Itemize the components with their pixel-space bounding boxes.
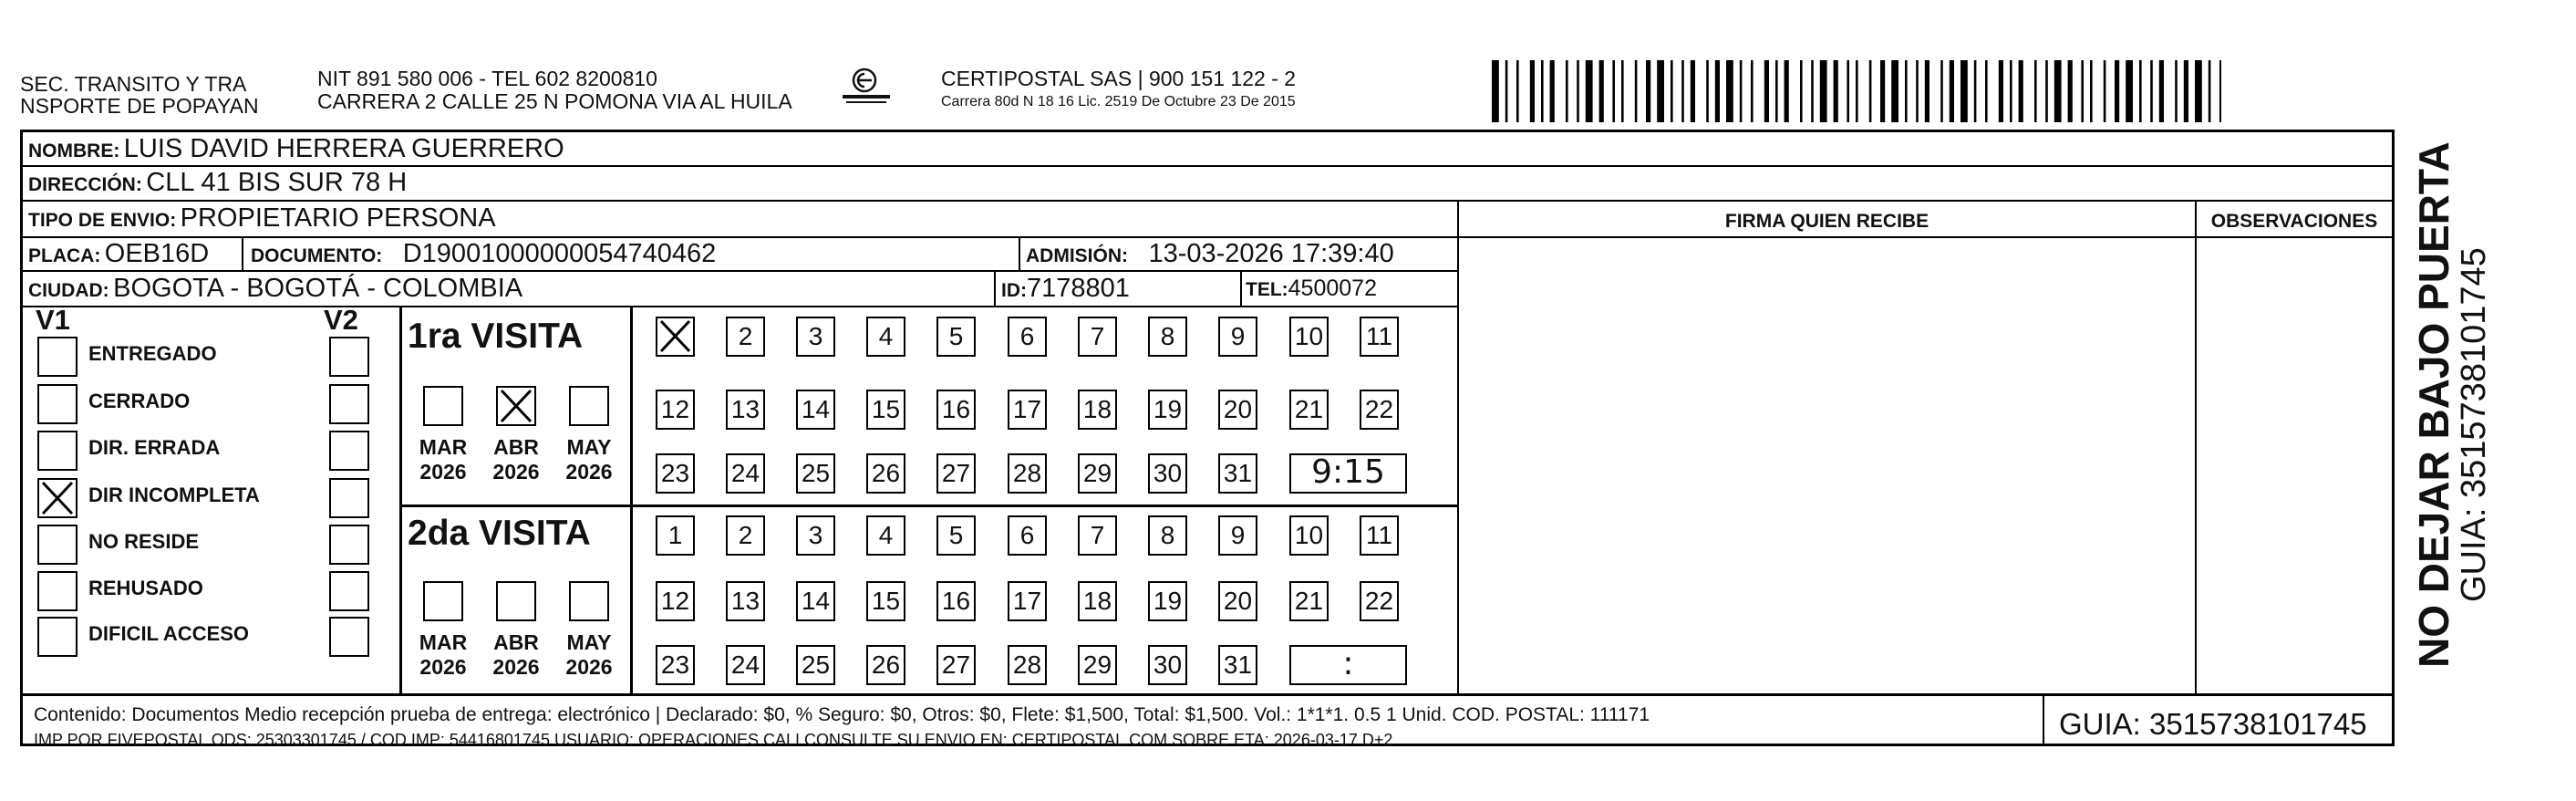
- barcode-bar: [1541, 60, 1544, 122]
- nombre-field: [28, 134, 564, 164]
- barcode-bar: [2209, 60, 2211, 122]
- status-label: DIR INCOMPLETA: [88, 484, 260, 506]
- barcode-bar: [2104, 60, 2106, 122]
- nombre-value: LUIS DAVID HERRERA GUERRERO: [123, 134, 564, 163]
- v1-checkbox[interactable]: [37, 337, 78, 377]
- direccion-label: DIRECCIÓN:: [28, 174, 142, 195]
- no-dejar-bajo-puerta: NO DEJAR BAJO PUERTA: [2410, 141, 2457, 668]
- v2-checkbox[interactable]: [329, 617, 369, 657]
- status-label: ENTREGADO: [88, 342, 217, 365]
- barcode-bar: [1715, 60, 1720, 122]
- v1-header: V1: [36, 304, 70, 336]
- tipo-envio-field: [28, 203, 496, 234]
- month-year: 2026: [565, 655, 613, 679]
- barcode-bar: [1869, 60, 1872, 122]
- v2-checkbox[interactable]: [329, 525, 369, 565]
- first-visit-day-box[interactable]: 23: [656, 453, 695, 494]
- second-visit-day-box[interactable]: 9: [1218, 515, 1257, 556]
- month-name: MAR: [419, 435, 468, 459]
- second-visit-day-box[interactable]: 11: [1360, 515, 1399, 556]
- barcode-bar: [1550, 60, 1555, 122]
- direccion-field: [28, 168, 407, 198]
- barcode-bar: [1586, 60, 1593, 122]
- status-label: DIFICIL ACCESO: [88, 622, 250, 645]
- second-visit-day-box[interactable]: 13: [726, 581, 765, 621]
- second-visit-day-box[interactable]: 7: [1078, 515, 1117, 556]
- first-visit-day-box[interactable]: 9: [1218, 317, 1257, 357]
- second-visit-day-box[interactable]: 12: [656, 581, 695, 621]
- tel-value: 4500072: [1288, 276, 1377, 301]
- second-visit-day-box[interactable]: 24: [726, 645, 765, 685]
- admision-value: 13-03-2026 17:39:40: [1148, 239, 1394, 268]
- delivery-form: [20, 130, 2395, 749]
- second-visit-day-box[interactable]: 1: [656, 515, 695, 556]
- first-visit-day-box[interactable]: 21: [1289, 390, 1329, 430]
- documento-value: D19001000000054740462: [402, 239, 717, 268]
- status-label: NO RESIDE: [88, 530, 200, 553]
- first-visit-month-checkbox[interactable]: [569, 386, 609, 426]
- second-visit-day-box[interactable]: 4: [866, 515, 905, 556]
- barcode-bar: [2054, 60, 2062, 122]
- id-label: ID:: [1001, 280, 1027, 301]
- status-label: DIR. ERRADA: [88, 436, 221, 459]
- barcode-bar: [1646, 60, 1650, 122]
- barcode-bar: [1925, 60, 1929, 122]
- barcode-bar: [1834, 60, 1838, 122]
- month-year: 2026: [492, 460, 540, 484]
- second-visit-day-box[interactable]: 30: [1148, 645, 1187, 685]
- first-visit-day-box[interactable]: 19: [1148, 390, 1187, 430]
- second-visit-day-box[interactable]: 19: [1148, 581, 1187, 621]
- ciudad-label: CIUDAD:: [28, 280, 109, 301]
- barcode-bar: [1516, 60, 1519, 122]
- v1-checkbox[interactable]: [37, 617, 78, 657]
- barcode-bar: [2175, 60, 2178, 122]
- second-visit-day-box[interactable]: 17: [1008, 581, 1047, 621]
- month-year: 2026: [492, 655, 540, 679]
- second-visit-day-box[interactable]: 3: [796, 515, 835, 556]
- second-visit-month-checkbox[interactable]: [423, 581, 463, 621]
- v2-checkbox[interactable]: [329, 571, 369, 611]
- barcode-bar: [2115, 60, 2119, 122]
- first-visit-day-box[interactable]: 15: [866, 390, 905, 430]
- barcode-bar: [1985, 60, 1988, 122]
- sender-line-1: SEC. TRANSITO Y TRA: [20, 72, 247, 96]
- first-visit-day-box[interactable]: 12: [656, 390, 695, 430]
- barcode-bar: [1657, 60, 1664, 122]
- v1-checkbox[interactable]: [37, 525, 78, 565]
- sender-block: [20, 73, 259, 117]
- second-visit-month-label: [553, 630, 626, 680]
- barcode-bar: [2019, 60, 2023, 122]
- nit-line: NIT 891 580 006 - TEL 602 8200810: [317, 67, 657, 90]
- first-visit-day-box[interactable]: 28: [1008, 453, 1047, 494]
- barcode-bar: [2090, 60, 2093, 122]
- month-name: MAY: [566, 435, 612, 459]
- second-visit-day-box[interactable]: 14: [796, 581, 835, 621]
- barcode-bar: [1635, 60, 1638, 122]
- first-visit-month-checkbox[interactable]: [496, 386, 536, 426]
- barcode-bar: [1847, 60, 1849, 122]
- first-visit-day-box[interactable]: 14: [796, 390, 835, 430]
- barcode-bar: [1726, 60, 1733, 122]
- first-visit-day-box[interactable]: 29: [1078, 453, 1117, 494]
- address-line: CARRERA 2 CALLE 25 N POMONA VIA AL HUILA: [317, 89, 792, 113]
- second-visit-day-box[interactable]: 21: [1289, 581, 1329, 621]
- first-visit-day-box[interactable]: 11: [1360, 317, 1399, 357]
- check-x-icon: [656, 317, 695, 356]
- barcode-bar: [1492, 60, 1499, 122]
- first-visit-day-box[interactable]: 18: [1078, 390, 1117, 430]
- first-visit-title: 1ra VISITA: [408, 317, 584, 356]
- barcode-bar: [1681, 60, 1684, 122]
- tel-label: TEL:: [1246, 279, 1288, 300]
- second-visit-title: 2da VISITA: [408, 514, 591, 553]
- first-visit-day-box[interactable]: 27: [936, 453, 976, 494]
- check-x-icon: [496, 386, 536, 426]
- first-visit-day-box[interactable]: 13: [726, 390, 765, 430]
- ciudad-value: BOGOTA - BOGOTÁ - COLOMBIA: [113, 274, 523, 303]
- barcode-bar: [1577, 60, 1579, 122]
- first-visit-day-box[interactable]: 6: [1008, 317, 1047, 357]
- second-visit-day-box[interactable]: 31: [1218, 645, 1257, 685]
- barcode-bar: [2139, 60, 2142, 122]
- first-visit-day-box[interactable]: [656, 317, 695, 357]
- barcode-bar: [1740, 60, 1743, 122]
- first-visit-day-box[interactable]: 2: [726, 317, 765, 357]
- tel-field: [1246, 276, 1377, 302]
- barcode-bar: [2010, 60, 2012, 122]
- nombre-label: NOMBRE:: [28, 140, 120, 161]
- v1-checkbox[interactable]: [37, 571, 78, 611]
- second-visit-time-box[interactable]: :: [1289, 645, 1407, 685]
- sender-line-2: NSPORTE DE POPAYAN: [20, 94, 259, 118]
- second-visit-day-box[interactable]: 25: [796, 645, 835, 685]
- month-year: 2026: [419, 460, 467, 484]
- second-visit-day-box[interactable]: 23: [656, 645, 695, 685]
- first-visit-time-box[interactable]: 9:15: [1289, 453, 1407, 494]
- first-visit-day-box[interactable]: 5: [936, 317, 976, 357]
- check-x-icon: [37, 478, 78, 518]
- barcode-bar: [1566, 60, 1568, 122]
- placa-value: OEB16D: [104, 239, 210, 268]
- v2-header: V2: [324, 304, 358, 336]
- barcode-bar: [1974, 60, 1977, 122]
- direccion-value: CLL 41 BIS SUR 78 H: [146, 168, 408, 197]
- first-visit-day-box[interactable]: 25: [796, 453, 835, 494]
- first-visit-day-box[interactable]: 22: [1360, 390, 1399, 430]
- documento-label: DOCUMENTO:: [251, 245, 383, 266]
- v1-checkbox[interactable]: [37, 431, 78, 471]
- second-visit-day-box[interactable]: 20: [1218, 581, 1257, 621]
- first-visit-day-box[interactable]: 17: [1008, 390, 1047, 430]
- barcode-bar: [2126, 60, 2133, 122]
- barcode-bar: [2219, 60, 2221, 122]
- firma-header: FIRMA QUIEN RECIBE: [1724, 211, 1929, 232]
- tipo-envio-value: PROPIETARIO PERSONA: [180, 203, 496, 233]
- barcode-bar: [2159, 60, 2164, 122]
- barcode-bar: [1706, 60, 1709, 122]
- barcode-bar: [1764, 60, 1769, 122]
- barcode-bar: [1940, 60, 1943, 122]
- first-visit-day-box[interactable]: 8: [1148, 317, 1187, 357]
- barcode-bar: [1800, 60, 1803, 122]
- first-visit-day-box[interactable]: 10: [1289, 317, 1329, 357]
- second-visit-day-box[interactable]: 5: [936, 515, 976, 556]
- barcode-bar: [1856, 60, 1858, 122]
- second-visit-day-box[interactable]: 18: [1078, 581, 1117, 621]
- company-block: [941, 68, 1296, 113]
- second-visit-day-box[interactable]: 15: [866, 581, 905, 621]
- admision-field: [1026, 239, 1394, 269]
- sender-contact: [317, 68, 792, 113]
- second-visit-day-box[interactable]: 26: [866, 645, 905, 685]
- imp-line: IMP POR FIVEPOSTAL ODS: 25303301745 / COD.IMP: 54416801745 USUARIO: OPERACIONES.CALI CONSULTE SU ENVIO EN: CERTIPOSTAL.COM SOBRE ETA: 2026-03-17 D+2: [34, 731, 1393, 749]
- barcode-bar: [1599, 60, 1604, 122]
- barcode-bar: [2034, 60, 2037, 122]
- observaciones-header: OBSERVACIONES: [2210, 211, 2378, 232]
- barcode-bar: [1916, 60, 1919, 122]
- barcode-bar: [2081, 60, 2084, 122]
- v2-checkbox[interactable]: [329, 337, 369, 377]
- second-visit-month-checkbox[interactable]: [569, 581, 609, 621]
- side-guia: GUIA: 3515738101745: [2455, 247, 2493, 602]
- barcode-bar: [1891, 60, 1898, 122]
- first-visit-day-box[interactable]: 26: [866, 453, 905, 494]
- first-visit-day-box[interactable]: 20: [1218, 390, 1257, 430]
- barcode-bar: [1775, 60, 1778, 122]
- v2-checkbox[interactable]: [329, 478, 369, 518]
- barcode-bar: [1880, 60, 1885, 122]
- month-name: ABR: [493, 435, 539, 459]
- v1-checkbox[interactable]: [37, 478, 78, 518]
- first-visit-month-checkbox[interactable]: [423, 386, 463, 426]
- barcode-bar: [2068, 60, 2073, 122]
- barcode-bar: [1671, 60, 1673, 122]
- second-visit-day-box[interactable]: 29: [1078, 645, 1117, 685]
- barcode-bar: [1960, 60, 1968, 122]
- ciudad-field: [28, 274, 522, 304]
- barcode-bar: [2184, 60, 2188, 122]
- barcode: [1492, 60, 2221, 122]
- v2-checkbox[interactable]: [329, 431, 369, 471]
- barcode-bar: [1999, 60, 2003, 122]
- barcode-bar: [1691, 60, 1695, 122]
- barcode-bar: [1950, 60, 1954, 122]
- status-label: CERRADO: [88, 390, 191, 412]
- second-visit-day-box[interactable]: 2: [726, 515, 765, 556]
- second-visit-day-box[interactable]: 22: [1360, 581, 1399, 621]
- admision-label: ADMISIÓN:: [1026, 245, 1128, 266]
- barcode-bar: [2045, 60, 2048, 122]
- second-visit-day-box[interactable]: 16: [936, 581, 976, 621]
- second-visit-day-box[interactable]: 27: [936, 645, 976, 685]
- first-visit-day-box[interactable]: 30: [1148, 453, 1187, 494]
- barcode-bar: [2195, 60, 2202, 122]
- second-visit-month-label: [407, 630, 480, 680]
- barcode-bar: [1785, 60, 1789, 122]
- placa-label: PLACA:: [28, 245, 101, 266]
- id-field: [1001, 274, 1130, 304]
- first-visit-day-box[interactable]: 3: [796, 317, 835, 357]
- first-visit-month-label: [407, 435, 480, 484]
- second-visit-day-box[interactable]: 6: [1008, 515, 1047, 556]
- company-name: CERTIPOSTAL SAS | 900 151 122 - 2: [941, 67, 1297, 90]
- barcode-bar: [2150, 60, 2153, 122]
- id-value: 7178801: [1027, 274, 1130, 303]
- barcode-bar: [1612, 60, 1615, 122]
- first-visit-day-box[interactable]: 24: [726, 453, 765, 494]
- side-notice: [2398, 139, 2508, 668]
- second-visit-day-box[interactable]: 28: [1008, 645, 1047, 685]
- barcode-bar: [1811, 60, 1814, 122]
- first-visit-month-label: [553, 435, 626, 484]
- month-year: 2026: [419, 655, 467, 679]
- status-label: REHUSADO: [88, 577, 203, 599]
- documento-field: [251, 239, 716, 269]
- barcode-bar: [1820, 60, 1827, 122]
- barcode-bar: [1621, 60, 1624, 122]
- barcode-bar: [1505, 60, 1508, 122]
- second-visit-month-checkbox[interactable]: [496, 581, 536, 621]
- second-visit-day-box[interactable]: 8: [1148, 515, 1187, 556]
- month-name: ABR: [493, 630, 539, 654]
- barcode-bar: [1905, 60, 1908, 122]
- first-visit-day-box[interactable]: 4: [866, 317, 905, 357]
- month-year: 2026: [565, 460, 613, 484]
- first-visit-day-box[interactable]: 31: [1218, 453, 1257, 494]
- placa-field: [28, 239, 209, 269]
- certipostal-logo: [837, 66, 895, 108]
- barcode-bar: [1751, 60, 1754, 122]
- contenido-line: Contenido: Documentos Medio recepción prueba de entrega: electrónico | Declarado: $0, % Seguro: $0, Otros: $0, Flete: $1,500, Total: $1,500. Vol.: 1*1*1. 0.5 1 Unid. COD. POSTAL: 111171: [34, 704, 1650, 725]
- first-visit-day-box[interactable]: 16: [936, 390, 976, 430]
- v2-checkbox[interactable]: [329, 384, 369, 424]
- barcode-bar: [1530, 60, 1535, 122]
- month-name: MAY: [566, 630, 612, 654]
- second-visit-day-box[interactable]: 10: [1289, 515, 1329, 556]
- first-visit-month-label: [480, 435, 553, 484]
- v1-checkbox[interactable]: [37, 384, 78, 424]
- month-name: MAR: [419, 630, 468, 654]
- company-license: Carrera 80d N 18 16 Lic. 2519 De Octubre 23 De 2015: [941, 94, 1296, 109]
- second-visit-month-label: [480, 630, 553, 680]
- footer-guia: GUIA: 3515738101745: [2059, 707, 2367, 741]
- first-visit-day-box[interactable]: 7: [1078, 317, 1117, 357]
- tipo-envio-label: TIPO DE ENVIO:: [28, 210, 177, 231]
